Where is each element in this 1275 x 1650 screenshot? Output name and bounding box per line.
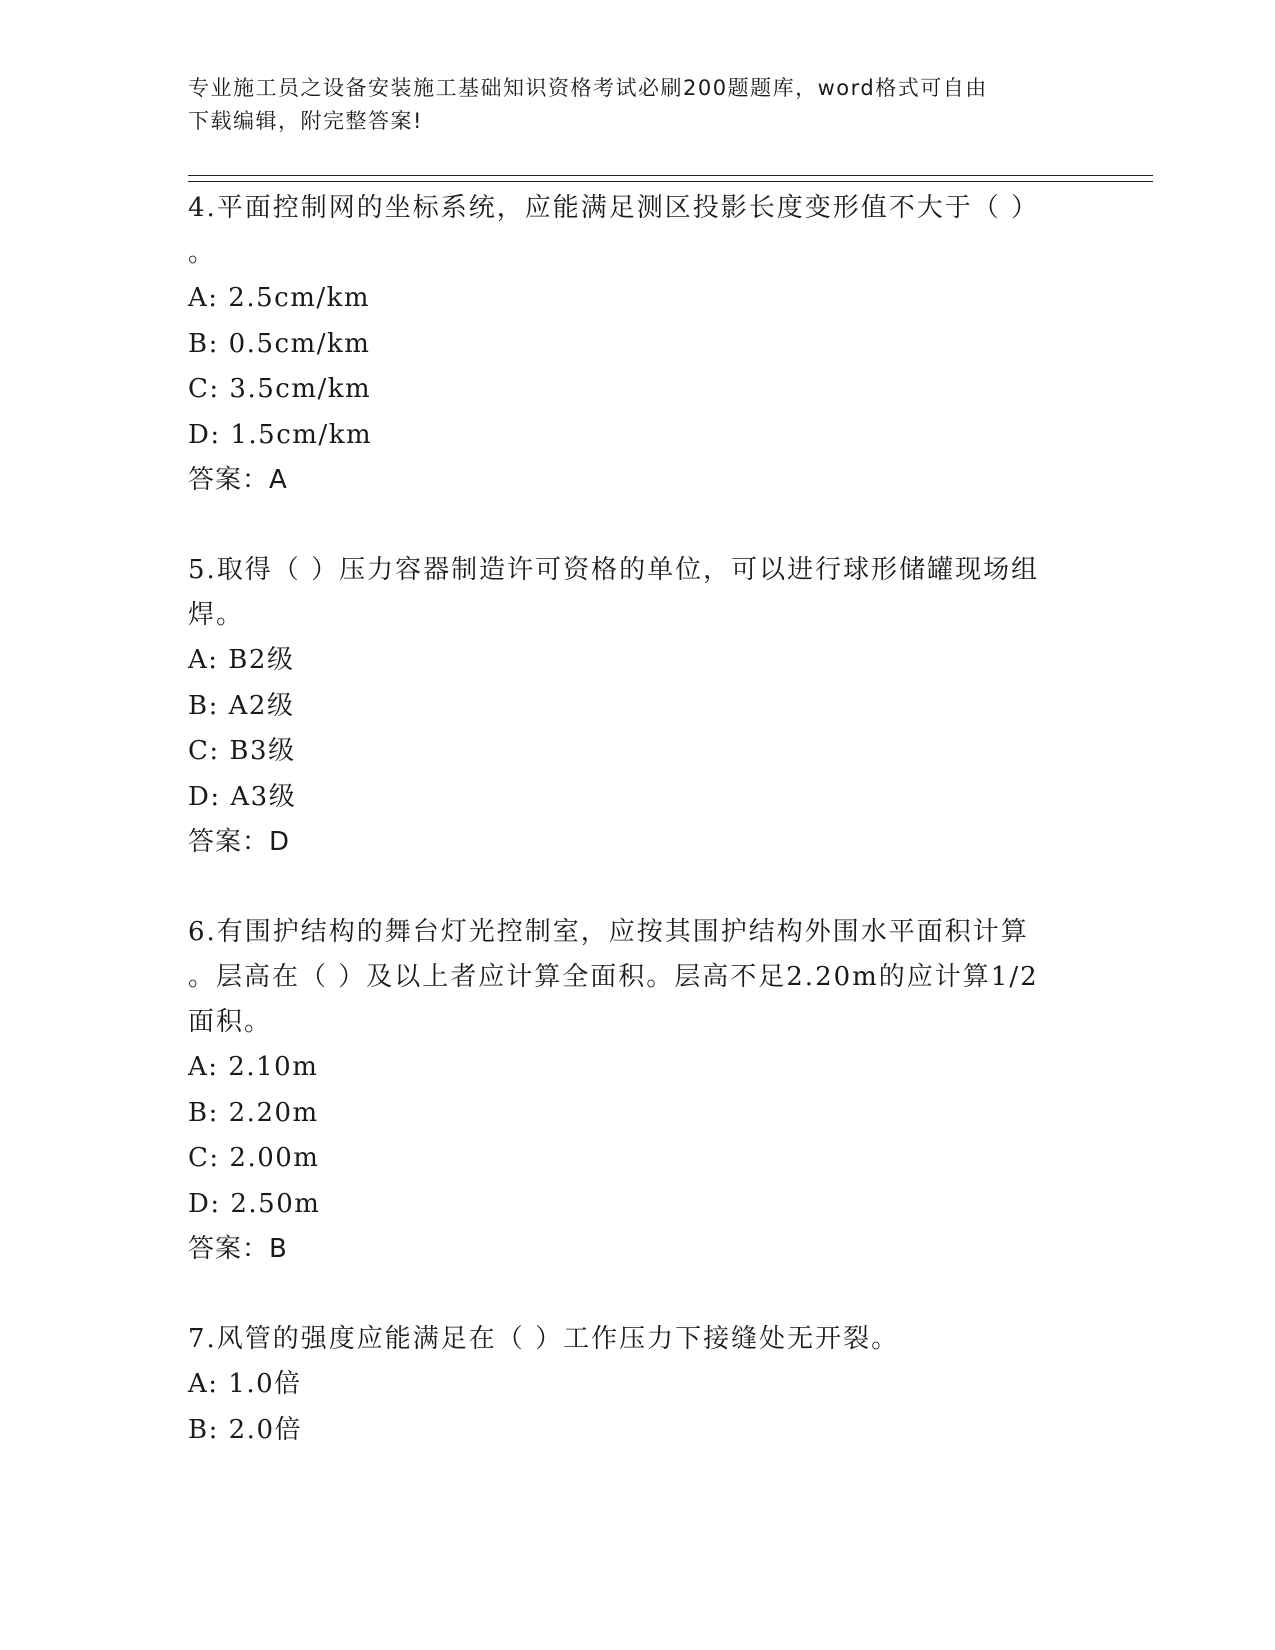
question-list [188,186,1088,1453]
header-title-line-2: 下载编辑，附完整答案! [188,109,423,133]
question-stem-line: 。层高在（ ）及以上者应计算全面积。层高不足2.20m的应计算1/2 [188,962,1039,992]
option-c: C: B3级 [188,736,296,766]
option-a: A: 1.0倍 [188,1369,302,1399]
question-stem-line: 焊。 [188,600,245,630]
question-stem-line: 6.有围护结构的舞台灯光控制室，应按其围护结构外围水平面积计算 [188,917,1029,947]
option-a: A: B2级 [188,645,295,675]
question-7 [188,1317,1088,1453]
option-b: B: 0.5cm/km [188,328,371,359]
answer-line: 答案：B [188,1234,288,1264]
question-stem-line: 7.风管的强度应能满足在（ ）工作压力下接缝处无开裂。 [188,1324,900,1354]
question-5 [188,548,1088,865]
option-b: B: 2.0倍 [188,1414,302,1445]
question-4 [188,186,1088,503]
document-header [188,72,1088,138]
option-c: C: 2.00m [188,1143,320,1173]
question-stem-line: 4.平面控制网的坐标系统，应能满足测区投影长度变形值不大于（ ） [188,193,1040,223]
question-stem-line: 5.取得（ ）压力容器制造许可资格的单位，可以进行球形储罐现场组 [188,555,1040,585]
option-a: A: 2.10m [188,1052,319,1082]
question-spacer [188,1272,1088,1317]
question-spacer [188,865,1088,910]
option-d: D: A3级 [188,781,297,812]
question-spacer [188,503,1088,548]
header-divider-bottom [188,181,1153,182]
option-b: B: 2.20m [188,1097,319,1128]
question-stem-line: 面积。 [188,1007,273,1037]
option-b: B: A2级 [188,690,295,721]
option-c: C: 3.5cm/km [188,374,372,404]
option-d: D: 1.5cm/km [188,419,373,450]
option-d: D: 2.50m [188,1188,321,1219]
answer-line: 答案：A [188,465,288,495]
header-divider-top [188,175,1153,176]
question-6 [188,910,1088,1272]
answer-line: 答案：D [188,827,291,857]
header-title-line-1: 专业施工员之设备安装施工基础知识资格考试必刷200题题库，word格式可自由 [188,76,988,100]
question-stem-line: 。 [188,238,217,268]
option-a: A: 2.5cm/km [188,283,371,313]
